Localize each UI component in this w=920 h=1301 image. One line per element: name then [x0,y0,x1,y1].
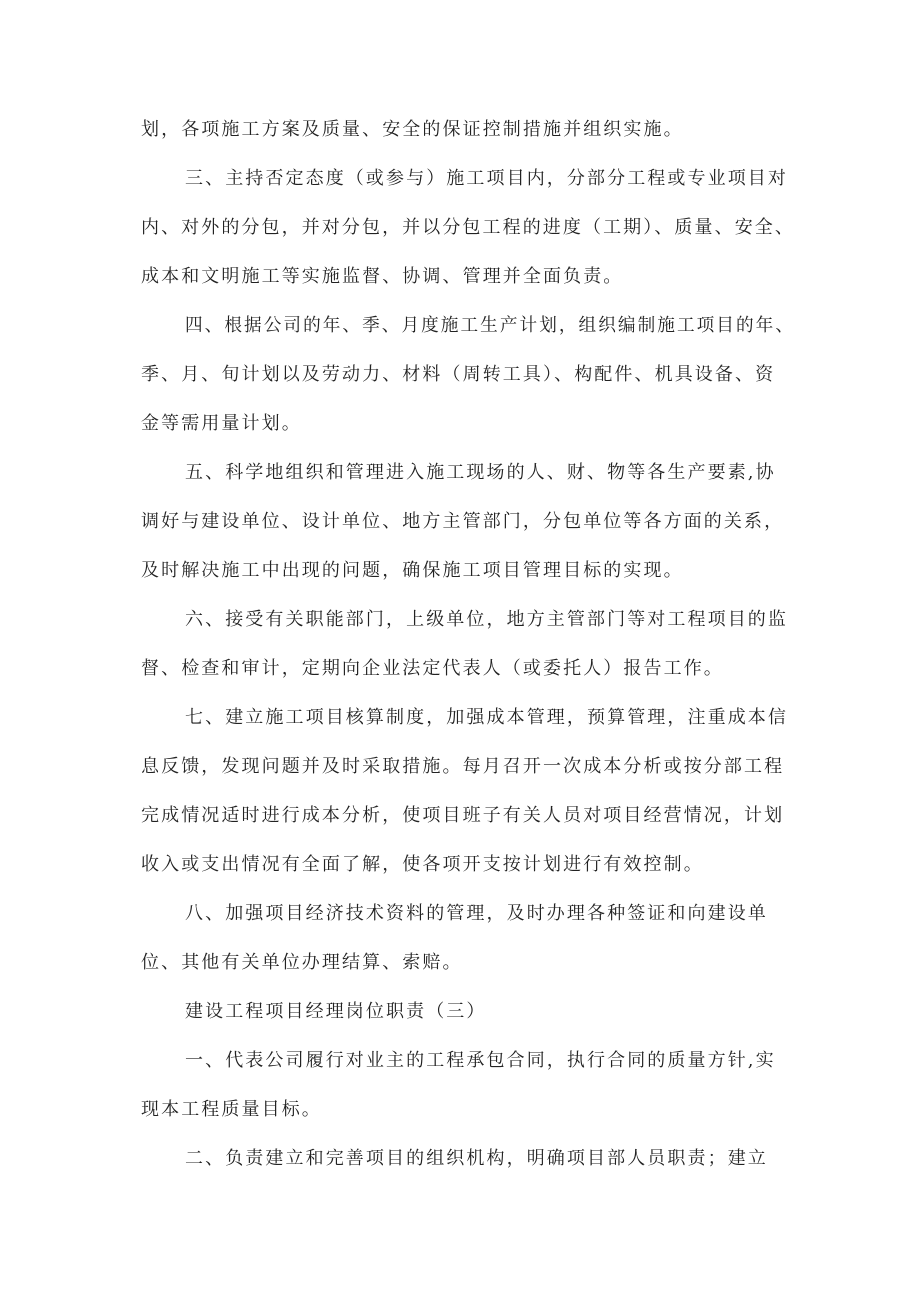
text-line: 成本和文明施工等实施监督、协调、管理并全面负责。 [141,266,624,287]
text-line: 息反馈，发现问题并及时采取措施。每月召开一次成本分析或按分部工程 [141,756,785,777]
text-line: 金等需用量计划。 [141,413,302,434]
text-line: 调好与建设单位、设计单位、地方主管部门，分包单位等各方面的关系， [141,511,785,532]
text-line: 完成情况适时进行成本分析，使项目班子有关人员对项目经营情况，计划 [141,805,785,826]
paragraph-line: 一、代表公司履行对业主的工程承包合同，执行合同的质量方针,实 [185,1050,776,1071]
section-heading: 建设工程项目经理岗位职责（三） [185,1001,487,1022]
paragraph-line: 七、建立施工项目核算制度，加强成本管理，预算管理，注重成本信 [185,707,788,728]
paragraph-line: 四、根据公司的年、季、月度施工生产计划，组织编制施工项目的年、 [185,315,796,336]
text-line: 季、月、旬计划以及劳动力、材料（周转工具）、构配件、机具设备、资 [141,364,776,385]
paragraph-line: 六、接受有关职能部门，上级单位，地方主管部门等对工程项目的监 [185,609,788,630]
text-line: 收入或支出情况有全面了解，使各项开支按计划进行有效控制。 [141,854,704,875]
paragraph-line: 五、科学地组织和管理进入施工现场的人、财、物等各生产要素,协 [185,462,776,483]
text-line: 内、对外的分包，并对分包，并以分包工程的进度（工期）、质量、安全、 [141,217,795,238]
paragraph-line: 八、加强项目经济技术资料的管理，及时办理各种签证和向建设单 [185,903,768,924]
text-line: 及时解决施工中出现的问题，确保施工项目管理目标的实现。 [141,560,684,581]
paragraph-line: 三、主持否定态度（或参与）施工项目内，分部分工程或专业项目对 [185,168,788,189]
text-line: 现本工程质量目标。 [141,1099,322,1120]
text-line: 督、检查和审计，定期向企业法定代表人（或委托人）报告工作。 [141,658,724,679]
text-line: 位、其他有关单位办理结算、索赔。 [141,952,463,973]
text-line: 划，各项施工方案及质量、安全的保证控制措施并组织实施。 [141,119,684,140]
paragraph-line: 二、负责建立和完善项目的组织机构，明确项目部人员职责；建立 [185,1148,768,1169]
